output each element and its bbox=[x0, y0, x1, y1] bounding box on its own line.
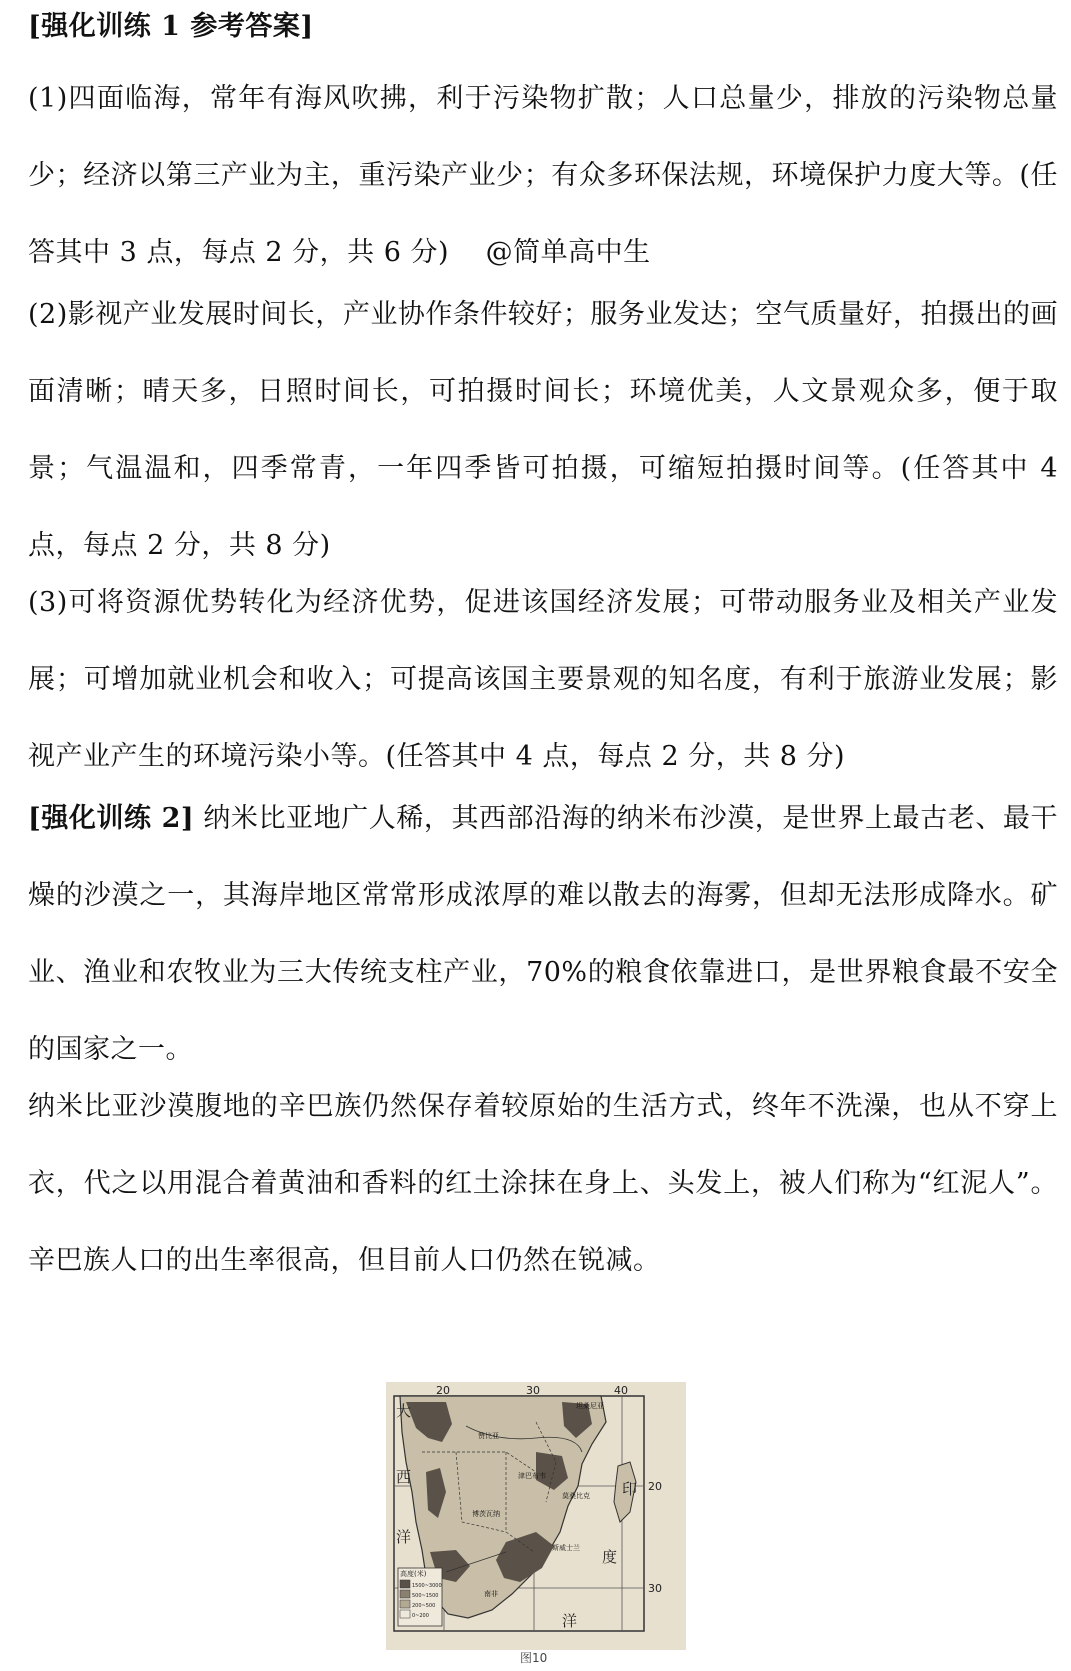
ocean-label-yang-right: 洋 bbox=[562, 1612, 578, 1630]
training-2-text: 纳米比亚地广人稀，其西部沿海的纳米布沙漠，是世界上最古老、最干燥的沙漠之一，其海岸地区常常形成浓厚的难以散去的海雾，但却无法形成降水。矿业、渔业和农牧业为三大传统支柱产业，70%的粮食依靠进口，是世界粮食最不安全的国家之一。 bbox=[28, 803, 1058, 1065]
place-label-zimbabwe: 津巴布韦 bbox=[518, 1472, 546, 1480]
ocean-label-yang-left: 洋 bbox=[396, 1528, 412, 1546]
place-label-tanzania: 坦桑尼亚 bbox=[576, 1402, 604, 1410]
lat-label-30: 30 bbox=[648, 1582, 662, 1595]
training-2-paragraph bbox=[28, 780, 1058, 1088]
lon-label-40: 40 bbox=[614, 1384, 628, 1397]
lat-label-20: 20 bbox=[648, 1480, 662, 1493]
training-2-label: [强化训练 2] bbox=[28, 803, 195, 834]
place-label-botswana: 博茨瓦纳 bbox=[472, 1510, 500, 1518]
place-label-mozambique: 莫桑比克 bbox=[562, 1492, 590, 1500]
ocean-label-da: 大 bbox=[396, 1402, 412, 1420]
answer-item-3: (3)可将资源优势转化为经济优势，促进该国经济发展；可带动服务业及相关产业发展；可增加就业机会和收入；可提高该国主要景观的知名度，有利于旅游业发展；影视产业产生的环境污染小等。(任答其中 4 点，每点 2 分，共 8 分) bbox=[28, 587, 1058, 772]
legend-swatch-3 bbox=[400, 1600, 410, 1608]
answer-heading: [强化训练 1 参考答案] bbox=[28, 11, 314, 42]
place-label-zambia: 赞比亚 bbox=[478, 1432, 499, 1440]
legend-title: 高度(米) bbox=[400, 1570, 427, 1578]
legend-label-3: 200~500 bbox=[412, 1603, 436, 1609]
legend-label-1: 1500~3000 bbox=[412, 1583, 442, 1589]
lon-label-20: 20 bbox=[436, 1384, 450, 1397]
lon-label-30: 30 bbox=[526, 1384, 540, 1397]
place-label-south-africa: 南非 bbox=[484, 1590, 498, 1598]
ocean-label-xi: 西 bbox=[396, 1468, 412, 1486]
answer-item-1: (1)四面临海，常年有海风吹拂，利于污染物扩散；人口总量少，排放的污染物总量少；经济以第三产业为主，重污染产业少；有众多环保法规，环境保护力度大等。(任答其中 3 点，每点 2 分，共 6 分) @简单高中生 bbox=[28, 83, 1058, 268]
ocean-label-du: 度 bbox=[602, 1548, 618, 1566]
legend-label-2: 500~1500 bbox=[412, 1593, 439, 1599]
elevation-legend bbox=[398, 1568, 442, 1626]
answer-item-2: (2)影视产业发展时间长，产业协作条件较好；服务业发达；空气质量好，拍摄出的画面清晰；晴天多，日照时间长，可拍摄时间长；环境优美，人文景观众多，便于取景；气温温和，四季常青，一年四季皆可拍摄，可缩短拍摄时间等。(任答其中 4 点，每点 2 分，共 8 分) bbox=[28, 299, 1058, 561]
legend-swatch-1 bbox=[400, 1580, 410, 1588]
place-label-eswatini: 斯威士兰 bbox=[552, 1544, 580, 1552]
legend-label-4: 0~200 bbox=[412, 1613, 429, 1619]
southern-africa-map bbox=[386, 1382, 686, 1650]
ocean-label-yin: 印 bbox=[622, 1480, 638, 1498]
legend-swatch-4 bbox=[400, 1610, 410, 1618]
figure-caption: 图10 bbox=[520, 1651, 548, 1665]
himba-paragraph: 纳米比亚沙漠腹地的辛巴族仍然保存着较原始的生活方式，终年不洗澡，也从不穿上衣，代之以用混合着黄油和香料的红土涂抹在身上、头发上，被人们称为“红泥人”。辛巴族人口的出生率很高，但目前人口仍然在锐减。 bbox=[28, 1091, 1058, 1276]
legend-swatch-2 bbox=[400, 1590, 410, 1598]
